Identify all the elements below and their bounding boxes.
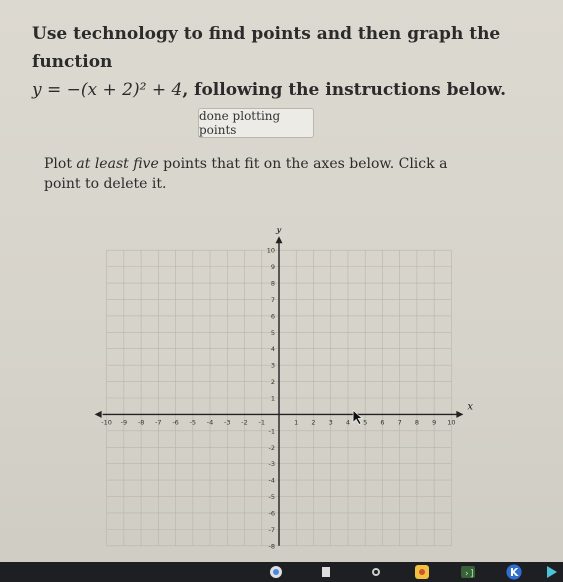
x-axis-arrow	[456, 411, 463, 418]
x-axis-label: x	[467, 401, 474, 413]
x-tick-label: -6	[172, 418, 179, 427]
plot-instruction-emphasis: at least five	[76, 156, 159, 172]
coordinate-graph[interactable]	[88, 228, 474, 558]
y-tick-label: 8	[270, 279, 275, 288]
graph-background	[88, 228, 474, 558]
x-tick-label: -10	[101, 418, 112, 427]
y-axis-arrow	[276, 236, 283, 243]
y-tick-label: 4	[270, 345, 275, 354]
x-tick-label: 7	[397, 418, 402, 427]
y-tick-label: 7	[270, 295, 275, 304]
svg-text:K: K	[510, 566, 519, 579]
k-app-icon[interactable]	[506, 564, 522, 580]
files-icon[interactable]	[318, 564, 334, 580]
y-tick-label: 3	[270, 361, 275, 370]
chrome-icon[interactable]	[268, 564, 284, 580]
problem-instructions	[32, 20, 542, 104]
y-tick-label: -4	[268, 476, 275, 485]
terminal-icon[interactable]	[460, 564, 476, 580]
y-tick-label: 6	[270, 312, 275, 321]
y-tick-label: -2	[268, 443, 275, 452]
x-axis-arrow-left	[95, 411, 102, 418]
axes	[95, 236, 464, 546]
x-tick-label: 3	[328, 418, 333, 427]
x-tick-label: 6	[380, 418, 385, 427]
tick-labels	[101, 228, 473, 550]
y-tick-label: -7	[268, 525, 275, 534]
taskbar	[0, 562, 563, 582]
equation: y = −(x + 2)² + 4	[32, 80, 183, 100]
y-tick-label: 5	[270, 328, 275, 337]
y-tick-label: 10	[266, 246, 275, 255]
app-icon[interactable]	[414, 564, 430, 580]
x-tick-label: 2	[311, 418, 316, 427]
y-tick-label: -6	[268, 509, 275, 518]
y-tick-label: -1	[268, 427, 275, 436]
x-tick-label: -1	[258, 418, 266, 427]
x-tick-label: 10	[447, 418, 456, 427]
instruction-line2: , following the instructions below.	[182, 80, 507, 100]
play-icon[interactable]	[544, 564, 560, 580]
x-tick-label: -2	[241, 418, 248, 427]
y-tick-label: -3	[268, 460, 275, 469]
plot-instruction-suffix: points that fit on the axes below. Click a point to delete it.	[44, 156, 448, 192]
instruction-line1: Use technology to find points and then graph the function	[32, 24, 501, 72]
svg-text:›]: ›]	[464, 569, 475, 579]
x-tick-label: -5	[189, 418, 197, 427]
x-tick-label: 4	[345, 418, 351, 427]
plot-instruction-prefix: Plot	[44, 156, 77, 172]
y-tick-label: -8	[268, 542, 275, 551]
plot-instruction	[44, 154, 484, 194]
done-plotting-button[interactable]: done plotting points	[198, 108, 314, 138]
y-tick-label: -5	[268, 493, 275, 502]
x-tick-label: -9	[120, 418, 128, 427]
x-tick-label: 9	[432, 418, 437, 427]
x-tick-label: 5	[363, 418, 368, 427]
x-tick-label: -7	[155, 418, 162, 427]
y-tick-label: 2	[270, 378, 275, 387]
settings-icon[interactable]	[368, 564, 384, 580]
y-tick-label: 1	[270, 394, 275, 403]
y-tick-label: 9	[270, 263, 275, 272]
x-tick-label: 8	[414, 418, 419, 427]
mouse-cursor-icon	[353, 410, 362, 424]
x-tick-label: -8	[137, 418, 145, 427]
x-tick-label: -3	[224, 418, 231, 427]
x-tick-label: -4	[206, 418, 214, 427]
x-tick-label: 1	[294, 418, 299, 427]
y-axis-label: y	[276, 228, 282, 236]
